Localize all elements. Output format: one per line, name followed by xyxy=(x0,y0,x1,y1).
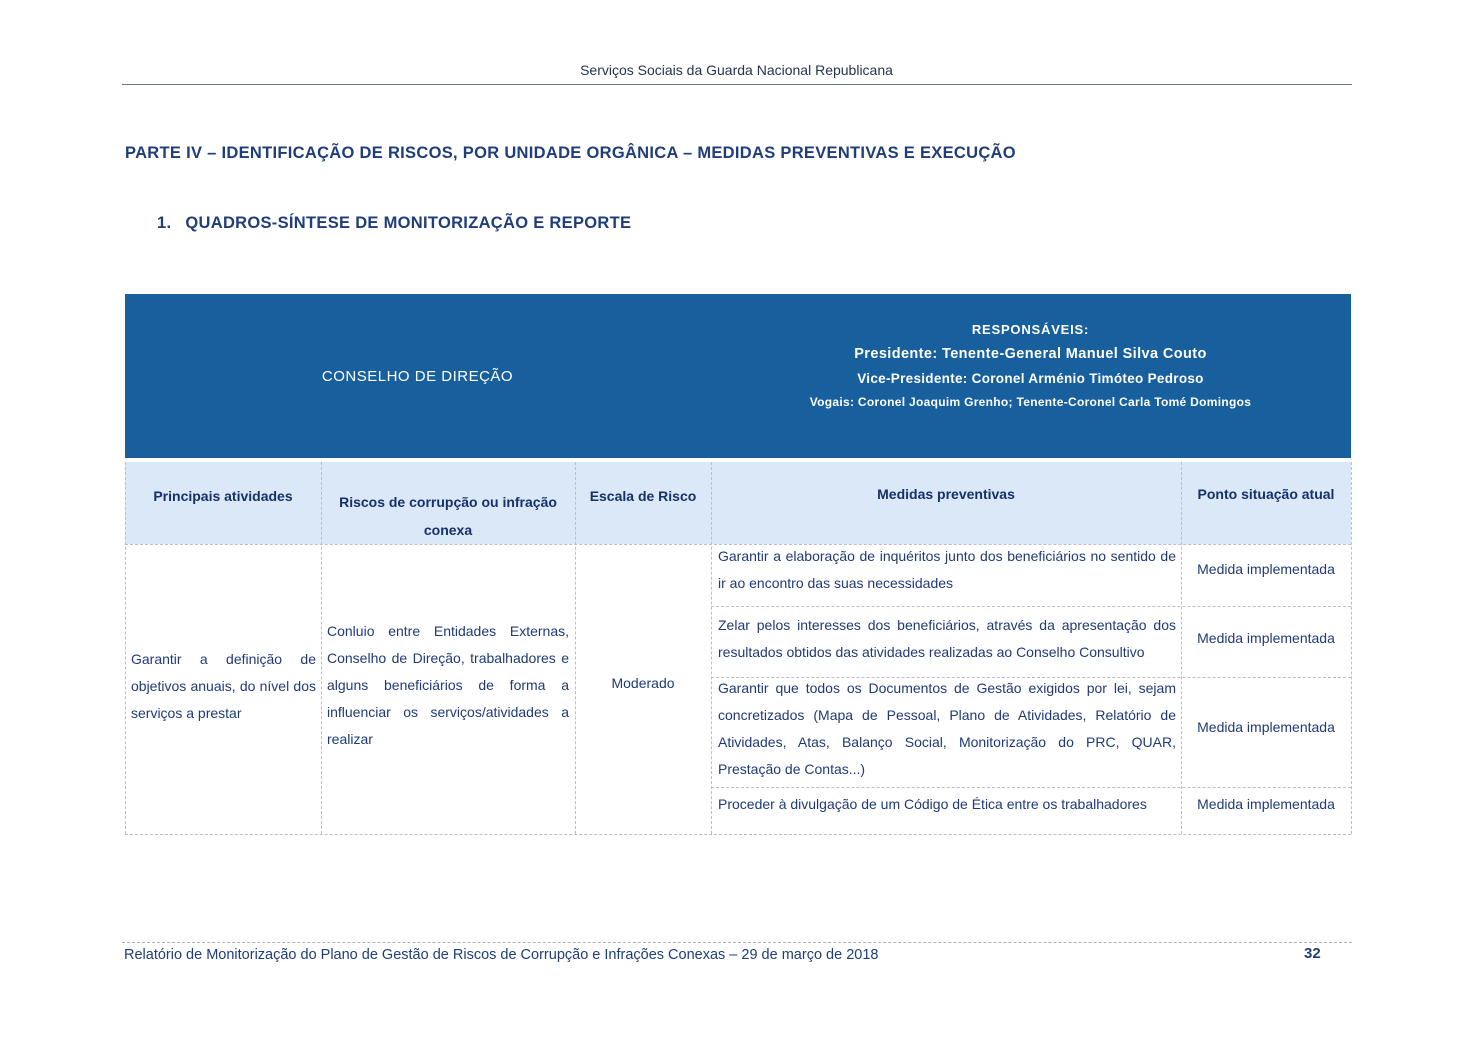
header-rule xyxy=(122,84,1352,85)
page-number: 32 xyxy=(1304,945,1321,962)
part-title: PARTE IV – IDENTIFICAÇÃO DE RISCOS, POR UNIDADE ORGÂNICA – MEDIDAS PREVENTIVAS E EXECUÇÃO xyxy=(125,144,1016,162)
cell-medida-1: Garantir a elaboração de inquéritos junto dos beneficiários no sentido de ir ao encontro das suas necessidades xyxy=(718,548,1176,591)
section-heading xyxy=(157,214,631,233)
cell-principal-atividade: Garantir a definição de objetivos anuais, do nível dos serviços a prestar xyxy=(131,651,316,721)
cell-medida-3: Garantir que todos os Documentos de Gestão exigidos por lei, sejam concretizados (Mapa de Pessoal, Plano de Atividades, Relatório de Atividades, Atas, Balanço Social, Monitorização do PRC, QUAR, Prestação de Contas...) xyxy=(718,680,1176,777)
header-riscos-line2: conexa xyxy=(423,522,473,538)
cell-situacao-2: Medida implementada xyxy=(1197,630,1335,646)
unit-name: CONSELHO DE DIREÇÃO xyxy=(321,367,514,385)
footer-rule xyxy=(122,942,1352,943)
vice-presidente: Vice-Presidente: Coronel Arménio Timóteo Pedroso xyxy=(857,371,1204,386)
section-number: 1. xyxy=(157,214,172,232)
header-riscos xyxy=(321,488,575,544)
header-riscos-line1: Riscos de corrupção ou infração xyxy=(339,494,557,510)
header-principais-atividades: Principais atividades xyxy=(153,488,293,504)
section-title: QUADROS-SÍNTESE DE MONITORIZAÇÃO E REPORTE xyxy=(185,214,632,232)
grid-line xyxy=(125,834,1351,835)
cell-situacao-1: Medida implementada xyxy=(1197,561,1335,577)
cell-risco: Conluio entre Entidades Externas, Conselho de Direção, trabalhadores e alguns beneficiários de forma a influenciar os serviços/atividades a realizar xyxy=(327,623,569,747)
grid-line xyxy=(1351,462,1352,834)
responsaveis-label: RESPONSÁVEIS: xyxy=(971,322,1090,337)
presidente: Presidente: Tenente-General Manuel Silva Couto xyxy=(854,346,1207,362)
vogais: Vogais: Coronel Joaquim Grenho; Tenente-Coronel Carla Tomé Domingos xyxy=(809,395,1252,409)
grid-line xyxy=(711,787,1351,788)
responsaveis-block xyxy=(710,322,1351,409)
running-header: Serviços Sociais da Guarda Nacional Republicana xyxy=(580,62,893,78)
grid-line xyxy=(575,462,576,834)
unit-banner xyxy=(125,294,1351,458)
cell-escala-risco: Moderado xyxy=(611,675,675,691)
cell-medida-4: Proceder à divulgação de um Código de Ética entre os trabalhadores xyxy=(718,796,1147,812)
header-medidas-preventivas: Medidas preventivas xyxy=(877,486,1015,502)
footer-text: Relatório de Monitorização do Plano de Gestão de Riscos de Corrupção e Infrações Conexas – 29 de março de 2018 xyxy=(124,947,879,963)
table-header-row xyxy=(125,462,1351,544)
header-ponto-situacao: Ponto situação atual xyxy=(1197,486,1335,502)
header-escala-risco: Escala de Risco xyxy=(589,488,697,504)
grid-line xyxy=(711,606,1351,607)
cell-situacao-4: Medida implementada xyxy=(1197,796,1335,812)
grid-line xyxy=(321,462,322,834)
cell-medida-2: Zelar pelos interesses dos beneficiários, através da apresentação dos resultados obtidos das atividades realizadas ao Conselho Consultivo xyxy=(718,617,1176,660)
grid-line xyxy=(125,462,126,834)
grid-line xyxy=(711,462,712,834)
cell-situacao-3: Medida implementada xyxy=(1197,719,1335,735)
